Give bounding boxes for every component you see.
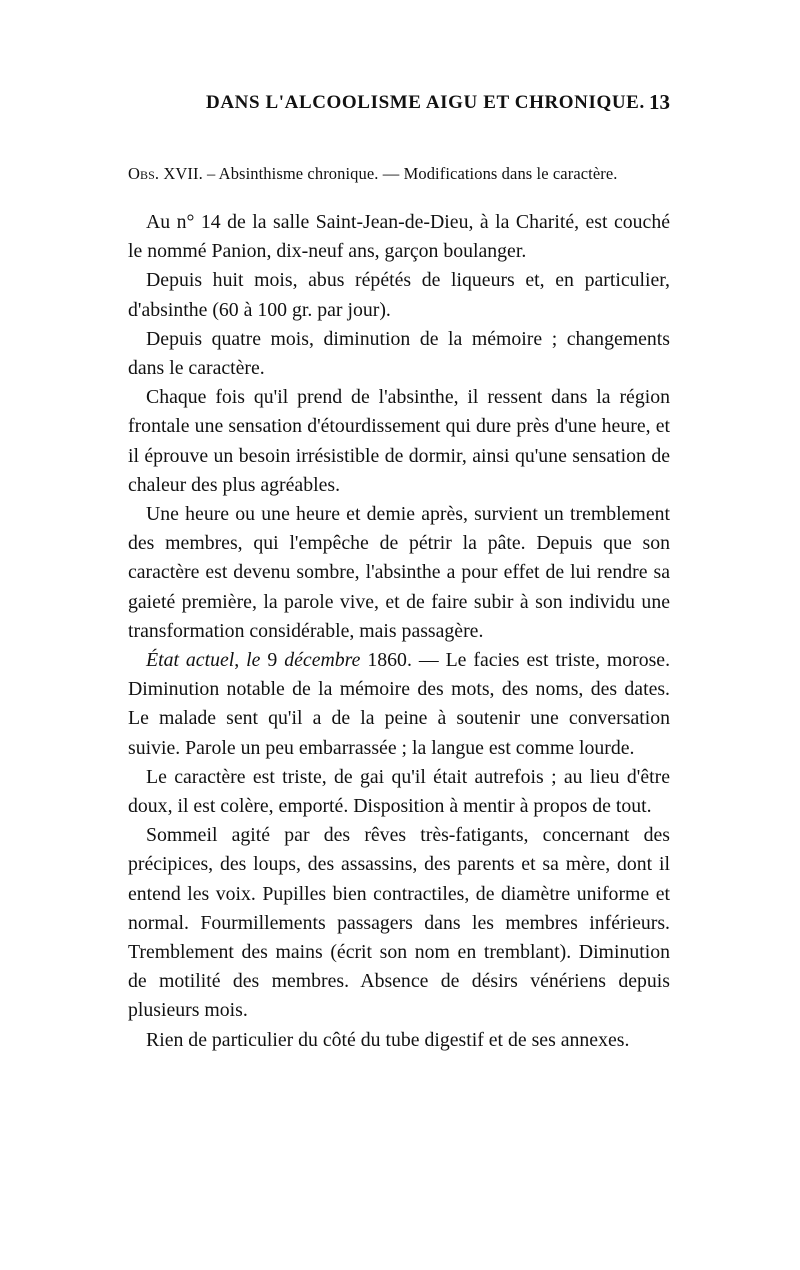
etat-comma: , (234, 649, 247, 672)
observation-heading (128, 164, 670, 184)
paragraph: Depuis quatre mois, diminution de la mémoire ; changements dans le caractère. (128, 327, 670, 380)
paragraph: Chaque fois qu'il prend de l'absinthe, il ressent dans la région frontale une sensation d'étourdissement qui dure près d'une heure, et il éprouve un besoin irrésistible de dormir, ainsi qu'une sensation de chaleur des plus agréables. (128, 386, 670, 496)
page-number: 13 (649, 90, 670, 114)
paragraph: Rien de particulier du côté du tube digestif et de ses annexes. (146, 1028, 630, 1051)
paragraph: Sommeil agité par des rêves très-fatigants, concernant des précipices, des loups, des assassins, des parents et sa mère, dont il entend les voix. Pupilles bien contractiles, de diamètre uniforme et normal. Fourmillements passagers dans les membres inférieurs. Tremblement des mains (écrit son nom en tremblant). Diminution de motilité des membres. Absence de désirs vénériens depuis plusieurs mois. (128, 824, 670, 1022)
running-title: DANS L'ALCOOLISME AIGU ET CHRONIQUE. (206, 92, 645, 113)
paragraph: Une heure ou une heure et demie après, survient un tremblement des membres, qui l'empêche de pétrir la pâte. Depuis que son caractère est devenu sombre, l'absinthe a pour effet de lui rendre sa gaieté première, la parole vive, et de faire subir à son individu une transformation considérable, mais passagère. (128, 503, 670, 642)
etat-month: décembre (284, 649, 361, 672)
etat-le: le (246, 649, 261, 672)
etat-actuel-label: État actuel (146, 649, 235, 672)
running-head (128, 92, 670, 122)
etat-day: 9 (260, 649, 285, 672)
paragraph-etat-actuel (128, 646, 670, 763)
paragraph: Au n° 14 de la salle Saint-Jean-de-Dieu, à la Charité, est couché le nommé Panion, dix-neuf ans, garçon boulanger. (128, 211, 670, 263)
observation-title: – Absinthisme chronique. — Modifications dans le caractère. (202, 164, 618, 183)
etat-text: 1860. — Le facies est triste, morose. Diminution notable de la mémoire des mots, des noms, des dates. Le malade sent qu'il a de la peine à soutenir une conversation suivie. Parole un peu embarrassée ; la langue est comme lourde. (128, 649, 671, 759)
observation-label: Obs. XVII. (128, 164, 203, 183)
paragraph: Depuis huit mois, abus répétés de liqueurs et, en particulier, d'absinthe (60 à 100 gr. par jour). (128, 269, 670, 321)
paragraph: Le caractère est triste, de gai qu'il était autrefois ; au lieu d'être doux, il est colère, emporté. Disposition à mentir à propos de tout. (128, 765, 670, 818)
body-text (128, 208, 670, 1055)
